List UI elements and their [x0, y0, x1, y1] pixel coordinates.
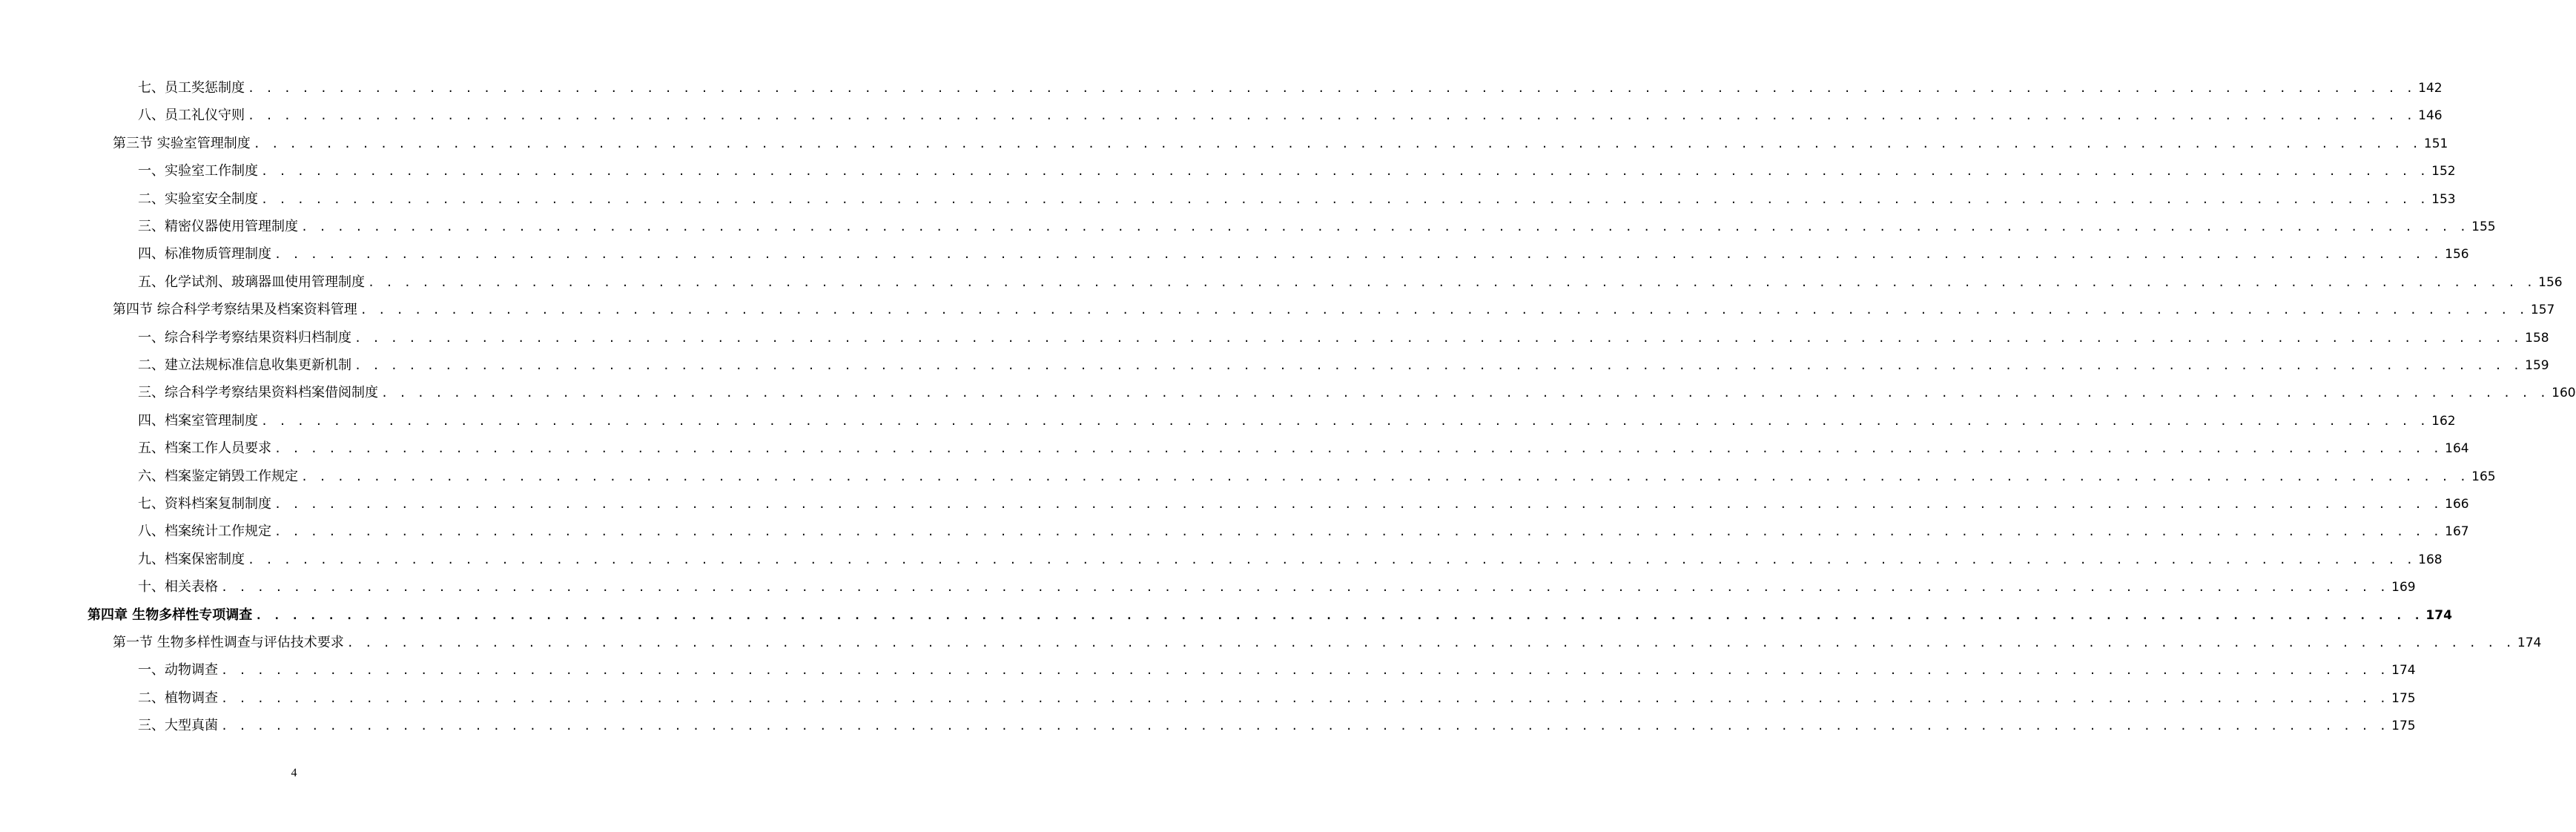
- toc-entry[interactable]: [138, 240, 2469, 263]
- dot-leader: . . . . . . . . . . . . . . . . . . . . . . . . . . . . . . . . . . . . . . . . . . . . . . . . . . . . . . . . . . . . . . . . . . . . . . . . . . . . . . . . . . . . . . . . . . . . . . . . . . . . . . . . . . . . . . . . . . . . . . . .: [255, 608, 2423, 622]
- toc-entry-page: 159: [2525, 358, 2549, 373]
- toc-entry[interactable]: [138, 656, 2416, 679]
- toc-entry[interactable]: [87, 601, 2452, 624]
- toc-entry-page: 151: [2423, 136, 2448, 151]
- toc-entry-page: 168: [2418, 552, 2443, 567]
- toc-entry-title: 九、档案保密制度: [138, 551, 245, 567]
- dot-leader: . . . . . . . . . . . . . . . . . . . . . . . . . . . . . . . . . . . . . . . . . . . . . . . . . . . . . . . . . . . . . . . . . . . . . . . . . . . . . . . . . . . . . . . . . . . . . . . . . . . . . . . . . . . . . . . . . . . . . . . .: [381, 386, 2549, 400]
- toc-entry-page: 167: [2445, 524, 2469, 540]
- toc-entry[interactable]: [138, 185, 2456, 208]
- toc-entry-title: 第一节 生物多样性调查与评估技术要求: [113, 635, 344, 650]
- toc-entry[interactable]: [113, 629, 2542, 651]
- toc-entry[interactable]: [138, 573, 2416, 595]
- dot-leader: . . . . . . . . . . . . . . . . . . . . . . . . . . . . . . . . . . . . . . . . . . . . . . . . . . . . . . . . . . . . . . . . . . . . . . . . . . . . . . . . . . . . . . . . . . . . . . . . . . . . . . . . . . . . . . . . . . . . . . . .: [248, 82, 2416, 95]
- toc-entry[interactable]: [138, 407, 2456, 429]
- toc-entry-title: 三、精密仪器使用管理制度: [138, 219, 298, 234]
- dot-leader: . . . . . . . . . . . . . . . . . . . . . . . . . . . . . . . . . . . . . . . . . . . . . . . . . . . . . . . . . . . . . . . . . . . . . . . . . . . . . . . . . . . . . . . . . . . . . . . . . . . . . . . . . . . . . . . . . . . . . . . .: [274, 498, 2443, 511]
- dot-leader: . . . . . . . . . . . . . . . . . . . . . . . . . . . . . . . . . . . . . . . . . . . . . . . . . . . . . . . . . . . . . . . . . . . . . . . . . . . . . . . . . . . . . . . . . . . . . . . . . . . . . . . . . . . . . . . . . . . . . . . .: [253, 136, 2421, 151]
- toc-entry-page: 160: [2552, 386, 2576, 401]
- toc-entry-page: 156: [2538, 274, 2563, 290]
- toc-entry-page: 155: [2471, 219, 2496, 234]
- toc-entry[interactable]: [138, 74, 2443, 96]
- toc-entry-page: 142: [2418, 81, 2443, 96]
- dot-leader: . . . . . . . . . . . . . . . . . . . . . . . . . . . . . . . . . . . . . . . . . . . . . . . . . . . . . . . . . . . . . . . . . . . . . . . . . . . . . . . . . . . . . . . . . . . . . . . . . . . . . . . . . . . . . . . . . . . . . . . .: [274, 525, 2443, 539]
- toc-entry[interactable]: [138, 712, 2416, 734]
- toc-entry-title: 五、档案工作人员要求: [138, 440, 271, 457]
- toc-entry-title: 三、综合科学考察结果资料档案借阅制度: [138, 385, 378, 401]
- toc-entry[interactable]: [138, 379, 2576, 401]
- dot-leader: . . . . . . . . . . . . . . . . . . . . . . . . . . . . . . . . . . . . . . . . . . . . . . . . . . . . . . . . . . . . . . . . . . . . . . . . . . . . . . . . . . . . . . . . . . . . . . . . . . . . . . . . . . . . . . . . . . . . . . . .: [354, 331, 2523, 345]
- toc-entry-title: 四、档案室管理制度: [138, 412, 258, 429]
- toc-entry-page: 156: [2445, 247, 2469, 263]
- toc-entry-title: 八、员工礼仪守则: [138, 108, 245, 124]
- toc-entry-title: 三、大型真菌: [138, 718, 218, 734]
- toc-entry-title: 八、档案统计工作规定: [138, 524, 271, 540]
- toc-entry-page: 152: [2431, 164, 2456, 179]
- toc-entry-title: 五、化学试剂、玻璃器皿使用管理制度: [138, 274, 365, 290]
- dot-leader: . . . . . . . . . . . . . . . . . . . . . . . . . . . . . . . . . . . . . . . . . . . . . . . . . . . . . . . . . . . . . . . . . . . . . . . . . . . . . . . . . . . . . . . . . . . . . . . . . . . . . . . . . . . . . . . . . . . . . . . .: [301, 469, 2469, 483]
- toc-entry[interactable]: [138, 546, 2443, 568]
- dot-leader: . . . . . . . . . . . . . . . . . . . . . . . . . . . . . . . . . . . . . . . . . . . . . . . . . . . . . . . . . . . . . . . . . . . . . . . . . . . . . . . . . . . . . . . . . . . . . . . . . . . . . . . . . . . . . . . . . . . . . . . .: [274, 248, 2443, 262]
- dot-leader: . . . . . . . . . . . . . . . . . . . . . . . . . . . . . . . . . . . . . . . . . . . . . . . . . . . . . . . . . . . . . . . . . . . . . . . . . . . . . . . . . . . . . . . . . . . . . . . . . . . . . . . . . . . . . . . . . . . . . . . .: [301, 220, 2469, 234]
- page-number: 4: [291, 767, 297, 779]
- toc-entry-page: 174: [2391, 663, 2416, 679]
- toc-entry[interactable]: [138, 351, 2549, 374]
- toc-entry-page: 157: [2530, 303, 2555, 318]
- toc-entry-title: 二、植物调查: [138, 690, 218, 706]
- toc-entry[interactable]: [138, 213, 2496, 235]
- dot-leader: . . . . . . . . . . . . . . . . . . . . . . . . . . . . . . . . . . . . . . . . . . . . . . . . . . . . . . . . . . . . . . . . . . . . . . . . . . . . . . . . . . . . . . . . . . . . . . . . . . . . . . . . . . . . . . . . . . . . . . . .: [221, 581, 2389, 595]
- toc-entry-title: 第四章 生物多样性专项调查: [87, 607, 253, 623]
- dot-leader: . . . . . . . . . . . . . . . . . . . . . . . . . . . . . . . . . . . . . . . . . . . . . . . . . . . . . . . . . . . . . . . . . . . . . . . . . . . . . . . . . . . . . . . . . . . . . . . . . . . . . . . . . . . . . . . . . . . . . . . .: [221, 719, 2389, 733]
- dot-leader: . . . . . . . . . . . . . . . . . . . . . . . . . . . . . . . . . . . . . . . . . . . . . . . . . . . . . . . . . . . . . . . . . . . . . . . . . . . . . . . . . . . . . . . . . . . . . . . . . . . . . . . . . . . . . . . . . . . . . . . .: [221, 691, 2389, 705]
- toc-entry[interactable]: [138, 268, 2563, 291]
- toc-entry-page: 158: [2525, 330, 2549, 346]
- toc-entry-title: 十、相关表格: [138, 579, 218, 595]
- dot-leader: . . . . . . . . . . . . . . . . . . . . . . . . . . . . . . . . . . . . . . . . . . . . . . . . . . . . . . . . . . . . . . . . . . . . . . . . . . . . . . . . . . . . . . . . . . . . . . . . . . . . . . . . . . . . . . . . . . . . . . . .: [354, 359, 2523, 372]
- toc-entry-page: 169: [2391, 580, 2416, 595]
- toc-entry[interactable]: [138, 463, 2496, 485]
- toc-entry-page: 166: [2445, 497, 2469, 512]
- dot-leader: . . . . . . . . . . . . . . . . . . . . . . . . . . . . . . . . . . . . . . . . . . . . . . . . . . . . . . . . . . . . . . . . . . . . . . . . . . . . . . . . . . . . . . . . . . . . . . . . . . . . . . . . . . . . . . . . . . . . . . . .: [248, 552, 2416, 567]
- toc-entry-page: 175: [2391, 719, 2416, 734]
- toc-entry[interactable]: [138, 157, 2456, 179]
- toc-entry[interactable]: [113, 130, 2448, 152]
- toc-entry-page: 153: [2431, 191, 2456, 207]
- toc-entry[interactable]: [138, 490, 2469, 512]
- toc-entry-page: 162: [2431, 413, 2456, 429]
- toc-entry-title: 二、建立法规标准信息收集更新机制: [138, 357, 351, 373]
- toc-entry[interactable]: [138, 435, 2469, 457]
- dot-leader: . . . . . . . . . . . . . . . . . . . . . . . . . . . . . . . . . . . . . . . . . . . . . . . . . . . . . . . . . . . . . . . . . . . . . . . . . . . . . . . . . . . . . . . . . . . . . . . . . . . . . . . . . . . . . . . . . . . . . . . .: [346, 636, 2514, 650]
- dot-leader: . . . . . . . . . . . . . . . . . . . . . . . . . . . . . . . . . . . . . . . . . . . . . . . . . . . . . . . . . . . . . . . . . . . . . . . . . . . . . . . . . . . . . . . . . . . . . . . . . . . . . . . . . . . . . . . . . . . . . . . .: [261, 165, 2429, 179]
- dot-leader: . . . . . . . . . . . . . . . . . . . . . . . . . . . . . . . . . . . . . . . . . . . . . . . . . . . . . . . . . . . . . . . . . . . . . . . . . . . . . . . . . . . . . . . . . . . . . . . . . . . . . . . . . . . . . . . . . . . . . . . .: [248, 109, 2416, 123]
- dot-leader: . . . . . . . . . . . . . . . . . . . . . . . . . . . . . . . . . . . . . . . . . . . . . . . . . . . . . . . . . . . . . . . . . . . . . . . . . . . . . . . . . . . . . . . . . . . . . . . . . . . . . . . . . . . . . . . . . . . . . . . .: [261, 192, 2429, 206]
- toc-entry-page: 146: [2418, 108, 2443, 124]
- toc-entry[interactable]: [138, 518, 2469, 540]
- dot-leader: . . . . . . . . . . . . . . . . . . . . . . . . . . . . . . . . . . . . . . . . . . . . . . . . . . . . . . . . . . . . . . . . . . . . . . . . . . . . . . . . . . . . . . . . . . . . . . . . . . . . . . . . . . . . . . . . . . . . . . . .: [274, 442, 2443, 456]
- toc-entry-title: 一、综合科学考察结果资料归档制度: [138, 329, 351, 346]
- dot-leader: . . . . . . . . . . . . . . . . . . . . . . . . . . . . . . . . . . . . . . . . . . . . . . . . . . . . . . . . . . . . . . . . . . . . . . . . . . . . . . . . . . . . . . . . . . . . . . . . . . . . . . . . . . . . . . . . . . . . . . . .: [368, 275, 2536, 289]
- toc-entry[interactable]: [113, 296, 2555, 318]
- toc-entry-title: 一、实验室工作制度: [138, 163, 258, 179]
- toc-entry-title: 六、档案鉴定销毁工作规定: [138, 468, 298, 484]
- toc-entry-page: 174: [2425, 607, 2452, 623]
- toc-entry-title: 七、资料档案复制制度: [138, 496, 271, 512]
- dot-leader: . . . . . . . . . . . . . . . . . . . . . . . . . . . . . . . . . . . . . . . . . . . . . . . . . . . . . . . . . . . . . . . . . . . . . . . . . . . . . . . . . . . . . . . . . . . . . . . . . . . . . . . . . . . . . . . . . . . . . . . .: [261, 414, 2429, 428]
- toc-entry-title: 一、动物调查: [138, 662, 218, 679]
- dot-leader: . . . . . . . . . . . . . . . . . . . . . . . . . . . . . . . . . . . . . . . . . . . . . . . . . . . . . . . . . . . . . . . . . . . . . . . . . . . . . . . . . . . . . . . . . . . . . . . . . . . . . . . . . . . . . . . . . . . . . . . .: [360, 303, 2528, 317]
- toc-entry-page: 165: [2471, 469, 2496, 484]
- toc-entry-title: 第四节 综合科学考察结果及档案资料管理: [113, 302, 357, 318]
- toc-entry-page: 175: [2391, 690, 2416, 706]
- toc-entry-title: 四、标准物质管理制度: [138, 246, 271, 263]
- toc-entry-title: 二、实验室安全制度: [138, 191, 258, 207]
- toc-entry[interactable]: [138, 324, 2549, 346]
- toc-entry-title: 七、员工奖惩制度: [138, 80, 245, 96]
- dot-leader: . . . . . . . . . . . . . . . . . . . . . . . . . . . . . . . . . . . . . . . . . . . . . . . . . . . . . . . . . . . . . . . . . . . . . . . . . . . . . . . . . . . . . . . . . . . . . . . . . . . . . . . . . . . . . . . . . . . . . . . .: [221, 664, 2389, 678]
- toc-entry[interactable]: [138, 102, 2443, 124]
- toc-entry[interactable]: [138, 684, 2416, 707]
- toc-entry-page: 174: [2517, 635, 2542, 650]
- toc-entry-title: 第三节 实验室管理制度: [113, 135, 251, 151]
- toc-entry-page: 164: [2445, 441, 2469, 457]
